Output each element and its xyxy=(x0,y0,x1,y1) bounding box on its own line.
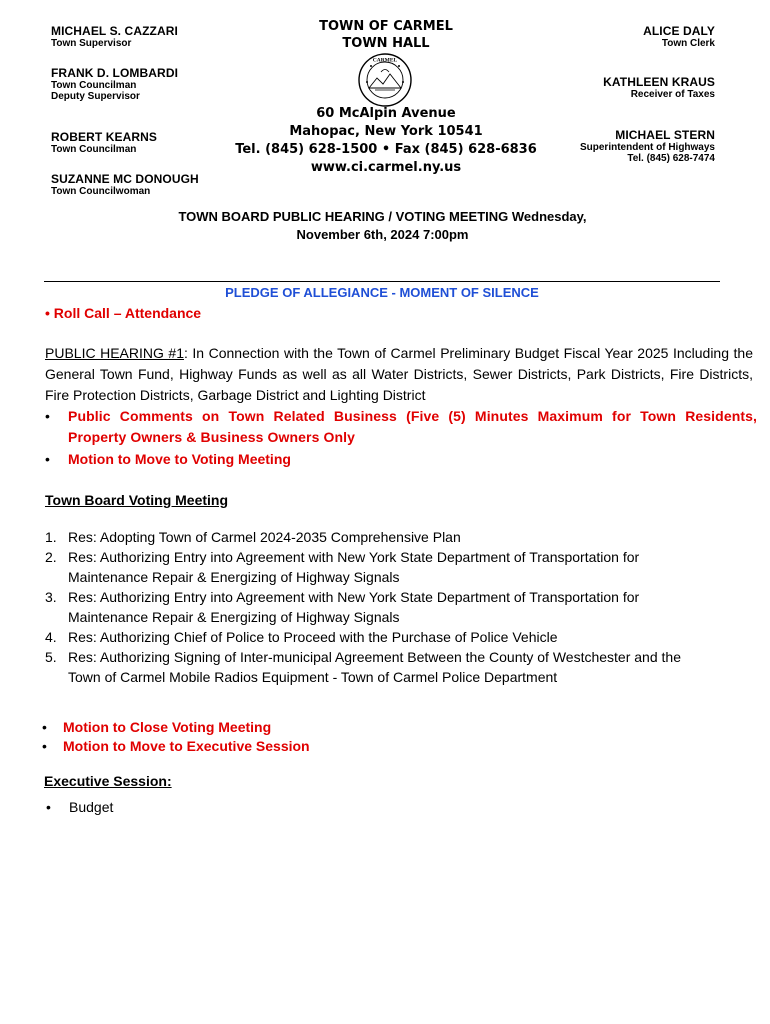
list-item xyxy=(45,406,757,448)
official-title: Superintendent of Highways xyxy=(579,142,715,153)
town-seal xyxy=(357,52,413,113)
town-name: TOWN OF CARMEL xyxy=(319,19,453,34)
resolution-number: 5. xyxy=(45,649,57,665)
closing-bullets xyxy=(42,718,542,756)
pledge-heading: PLEDGE OF ALLEGIANCE - MOMENT OF SILENCE xyxy=(225,285,539,300)
meeting-title xyxy=(100,208,665,244)
list-item-text: Motion to Move to Voting Meeting xyxy=(68,451,291,467)
resolution-number: 4. xyxy=(45,629,57,645)
list-item xyxy=(46,797,346,818)
resolution-item xyxy=(45,647,705,687)
official-name: SUZANNE MC DONOUGH xyxy=(51,172,199,186)
official-name: MICHAEL STERN xyxy=(615,128,715,142)
official-kearns xyxy=(51,130,157,155)
list-item xyxy=(45,449,757,470)
list-item xyxy=(42,718,542,737)
address-block xyxy=(226,105,546,177)
official-daly xyxy=(643,24,715,49)
public-hearing-text: : In Connection with the Town of Carmel Preliminary Budget Fiscal Year 2025 Including the General Town Fund, Highway Funds as well as all Water Districts, Sewer Districts, Park Districts, Fire Districts, Fire Protection Districts, Garbage District and Lighting District xyxy=(45,345,753,403)
bullet-icon: • xyxy=(42,738,47,754)
official-mcdonough xyxy=(51,172,199,197)
bullet-icon: • xyxy=(45,408,50,424)
phone-fax: Tel. (845) 628-1500 • Fax (845) 628-6836 xyxy=(235,142,537,157)
official-title: Town Clerk xyxy=(661,38,715,49)
resolution-item xyxy=(45,627,705,647)
seal-text: CARMEL xyxy=(372,57,398,64)
official-stern xyxy=(580,128,715,164)
resolutions-list xyxy=(45,527,705,687)
resolution-text: Res: Authorizing Entry into Agreement with New York State Department of Transportation for Maintenance Repair & Energizing of Highway Signals xyxy=(68,549,640,585)
resolution-text: Res: Adopting Town of Carmel 2024-2035 Comprehensive Plan xyxy=(68,529,461,545)
list-item-text: Motion to Close Voting Meeting xyxy=(63,719,272,735)
executive-items xyxy=(46,797,346,818)
official-title: Town Councilwoman xyxy=(51,186,151,197)
list-item xyxy=(42,737,542,756)
website-link[interactable]: www.ci.carmel.ny.us xyxy=(310,160,462,175)
public-hearing-label: PUBLIC HEARING #1 xyxy=(45,345,184,361)
letterhead-center xyxy=(236,18,536,52)
official-kraus xyxy=(603,75,715,100)
resolution-text: Res: Authorizing Chief of Police to Proceed with the Purchase of Police Vehicle xyxy=(68,629,558,645)
executive-heading: Executive Session: xyxy=(44,773,172,789)
public-hearing xyxy=(45,343,753,406)
official-name: ROBERT KEARNS xyxy=(51,130,157,144)
resolution-number: 1. xyxy=(45,529,57,545)
resolution-item xyxy=(45,587,705,627)
official-name: FRANK D. LOMBARDI xyxy=(51,66,179,80)
address-line1: 60 McAlpin Avenue xyxy=(316,106,456,121)
list-item-text: Budget xyxy=(69,799,114,815)
official-title: Deputy Supervisor xyxy=(51,91,140,102)
official-title: Town Supervisor xyxy=(51,38,132,49)
list-item-text: Public Comments on Town Related Business (Five (5) Minutes Maximum for Town Residents, Property Owners & Business Owners Only xyxy=(68,408,757,445)
town-hall: TOWN HALL xyxy=(342,36,430,51)
meeting-title-line2: November 6th, 2024 7:00pm xyxy=(296,227,469,242)
roll-call: • Roll Call – Attendance xyxy=(45,305,202,321)
official-name: MICHAEL S. CAZZARI xyxy=(51,24,178,38)
official-title: Receiver of Taxes xyxy=(630,89,715,100)
official-title: Town Councilman xyxy=(51,80,137,91)
hearing-bullets xyxy=(45,406,757,470)
official-title: Tel. (845) 628-7474 xyxy=(627,153,715,164)
bullet-icon: • xyxy=(46,799,51,815)
voting-heading: Town Board Voting Meeting xyxy=(45,492,229,508)
resolution-text: Res: Authorizing Signing of Inter-municipal Agreement Between the County of Westchester and the Town of Carmel Mobile Radios Equipment - Town of Carmel Police Department xyxy=(68,649,681,685)
meeting-title-line1: TOWN BOARD PUBLIC HEARING / VOTING MEETING Wednesday, xyxy=(178,209,587,224)
official-cazzari xyxy=(51,24,178,49)
bullet-icon: • xyxy=(42,719,47,735)
resolution-number: 2. xyxy=(45,549,57,565)
resolution-text: Res: Authorizing Entry into Agreement with New York State Department of Transportation for Maintenance Repair & Energizing of Highway Signals xyxy=(68,589,640,625)
address-line2: Mahopac, New York 10541 xyxy=(289,124,483,139)
seal-icon xyxy=(357,52,413,108)
list-item-text: Motion to Move to Executive Session xyxy=(63,738,310,754)
divider xyxy=(44,281,720,282)
bullet-icon: • xyxy=(45,451,50,467)
official-lombardi xyxy=(51,66,178,102)
resolution-item xyxy=(45,547,705,587)
official-title: Town Councilman xyxy=(51,144,137,155)
resolution-item xyxy=(45,527,705,547)
official-name: ALICE DALY xyxy=(643,24,715,38)
official-name: KATHLEEN KRAUS xyxy=(603,75,715,89)
resolution-number: 3. xyxy=(45,589,57,605)
